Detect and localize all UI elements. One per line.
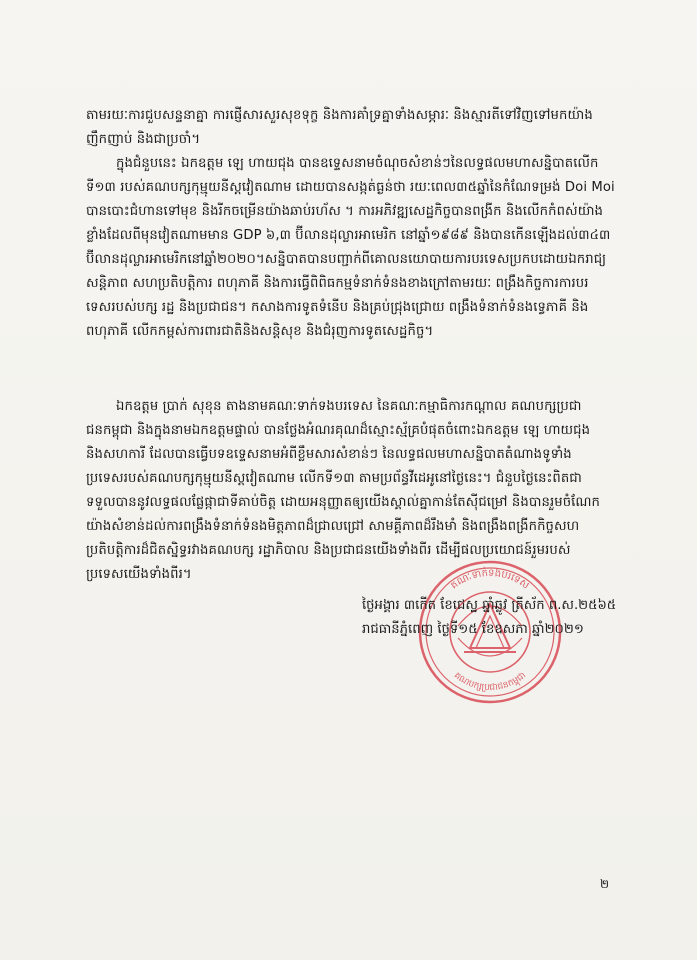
paragraph-2-line: បានបោះជំហានទៅមុខ និងរីកចម្រើនយ៉ាងឆាប់រហ័ស ។ ការអភិវឌ្ឍសេដ្ឋកិច្ចបានពង្រីក និងលើកកំពស់យ៉ាង	[86, 204, 604, 219]
paragraph-1-line: ញឹកញាប់ និងជាប្រចាំ។	[86, 132, 201, 147]
paragraph-2-line: ក្នុងជំនួបនេះ ឯកឧត្តម ឡេ ហាយជុង បានឧទ្ទេសនាមចំណុចសំខាន់ៗនៃលទ្ធផលមហាសន្និបាតលើក	[116, 156, 599, 171]
seal-top-text: គណៈទាក់ទងបរទេស	[448, 567, 532, 592]
paragraph-3-line: ទទួលបាននូវលទ្ធផលផ្លែផ្កាជាទីគាប់ចិត្ត ដោយអនុញ្ញាតឲ្យយើងស្គាល់គ្នាកាន់តែស៊ីជម្រៅ និងបានរួមចំណែក	[86, 495, 601, 510]
paragraph-3-line: ប្រតិបត្តិការដ៏ជិតស្និទ្ធរវាងគណបក្ស រដ្ឋាភិបាល និងប្រជាជនយើងទាំងពីរ ដើម្បីផលប្រយោជន៍រួមរបស់	[86, 543, 571, 558]
svg-text:គណៈទាក់ទងបរទេស	[449, 566, 532, 592]
paragraph-2-line: សន្តិភាព សហប្រតិបត្តិការ ពហុភាគី និងការធ្វើពិពិធកម្មទំនាក់ទំនងខាងក្រៅតាមរយៈ ពង្រឹងកិច្ចការការបរ	[86, 276, 589, 291]
paragraph-3-line: ឯកឧត្តម ប្រាក់ សុខុន តាងនាមគណៈទាក់ទងបរទេស នៃគណៈកម្មាធិការកណ្តាល គណបក្សប្រជា	[116, 399, 582, 414]
paragraph-3-line: ជនកម្ពុជា និងក្នុងនាមឯកឧត្តមផ្ទាល់ បានថ្លែងអំណរគុណដ៏ស្មោះស្ម័គ្របំផុតចំពោះឯកឧត្តម ឡេ ហាយជុង	[86, 423, 591, 438]
paragraph-3-line: និងសហការី ដែលបានធ្វើបទឧទ្ទេសនាមអំពីខ្លឹមសារសំខាន់ៗ នៃលទ្ធផលមហាសន្និបាតតំណាងទូទាំង	[86, 447, 572, 462]
paragraph-3-line: ប្រទេសយើងទាំងពីរ។	[86, 567, 192, 582]
date-line-place: រាជធានីភ្នំពេញ ថ្ងៃទី១៥ ខែឧសភា ឆ្នាំ២០២១	[362, 622, 584, 637]
paragraph-2-line: ទី១៣ របស់គណបក្សកុម្មុយនីស្តវៀតណាម ដោយបានសង្កត់ធ្ងន់ថា រយៈពេល៣៥ឆ្នាំនៃកំណែទម្រង់ Doi Moi	[86, 180, 615, 195]
paragraph-2	[86, 152, 640, 344]
paragraph-2-line: ប៊ីលានដុល្លារអាមេរិកនៅឆ្នាំ២០២០។សន្និបាតបានបញ្ជាក់ពីគោលនយោបាយការបរទេសប្រកបដោយឯករាជ្យ	[86, 252, 607, 267]
paragraph-3-line: យ៉ាងសំខាន់ដល់ការពង្រឹងទំនាក់ទំនងមិត្តភាពដ៏ជ្រាលជ្រៅ សាមគ្គីភាពដ៏រឹងមាំ និងពង្រឹងពង្រីកកិច្ចសហ	[86, 519, 580, 534]
paragraph-2-line: ពហុភាគី លើកកម្ពស់ការពារជាតិនិងសន្តិសុខ និងជំរុញការទូតសេដ្ឋកិច្ច។	[86, 324, 434, 339]
paragraph-1	[86, 104, 640, 152]
paragraph-1-line: តាមរយៈការជួបសន្ទនាគ្នា ការផ្ញើសារសួរសុខទុក្ខ និងការគាំទ្រគ្នាទាំងសម្ភារៈ និងស្មារតីទៅវិញទៅមកយ៉ាង	[86, 108, 593, 123]
paragraph-3-line: ប្រទេសរបស់គណបក្សកុម្មុយនីស្តវៀតណាម លើកទី១៣ តាមប្រព័ន្ធវីដេអូនៅថ្ងៃនេះ។ ជំនួបថ្ងៃនេះពិតជា	[86, 471, 582, 486]
date-line-lunar: ថ្ងៃអង្គារ ៣កើត ខែជេស្ឋ ឆ្នាំឆ្លូវ ត្រីស័ក ព.ស.២៥៦៥	[362, 598, 617, 613]
seal-bottom-text: គណបក្សប្រជាជនកម្ពុជា	[451, 670, 529, 694]
page-number: ២	[600, 877, 610, 891]
paragraph-2-line: ទេសរបស់បក្ស រដ្ឋ និងប្រជាជន។ កសាងការទូតទំនើប និងគ្រប់ជ្រុងជ្រោយ ពង្រឹងទំនាក់ទំនងទ្វេភាគី និង	[86, 300, 589, 315]
paragraph-2-line: ខ្លាំងដែលពីមុនវៀតណាមមាន GDP ៦,៣ ប៊ីលានដុល្លារអាមេរិក នៅឆ្នាំ១៩៨៩ និងបានកើនឡើងដល់៣៤៣	[86, 228, 611, 243]
date-signature-block	[362, 594, 662, 642]
